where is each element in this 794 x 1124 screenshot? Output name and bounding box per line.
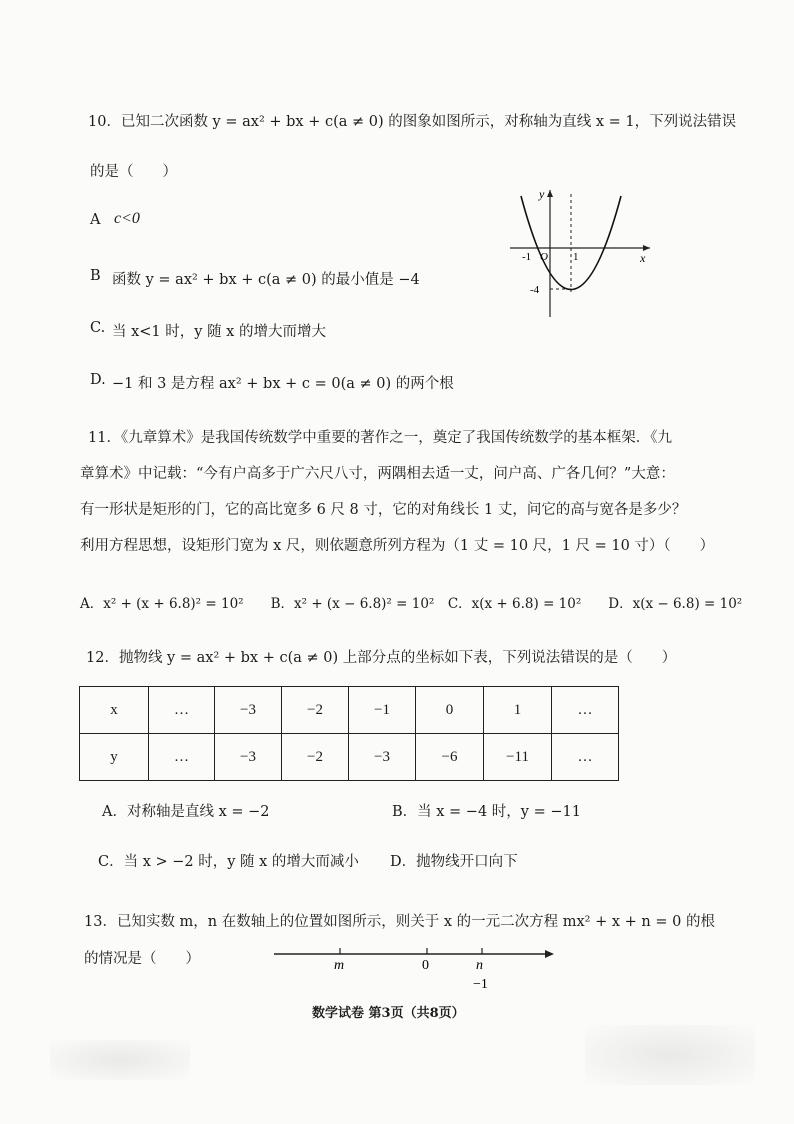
table-cell: −6 (416, 734, 484, 781)
q13-stem-line2: 的情况是（ ） (84, 951, 200, 967)
q10-stem-line1: 10．已知二次函数 y = ax² + bx + c(a ≠ 0) 的图象如图所示，对称轴为直线 x = 1，下列说法错误 (88, 114, 737, 130)
table-cell: … (552, 734, 619, 781)
table-cell: … (149, 734, 215, 781)
table-cell: … (149, 687, 215, 734)
y-axis-arrow (547, 190, 553, 197)
table-row-x (80, 687, 619, 734)
q11-stem-line4: 利用方程思想，设矩形门宽为 x 尺，则依题意所列方程为（1 丈 = 10 尺，1 尺 = 10 寸）（ ） (80, 538, 715, 554)
page-footer: 数学试卷 第3页（共8页） (312, 1006, 465, 1021)
table-cell: … (552, 687, 619, 734)
q11-options: A．x² + (x + 6.8)² = 10² B．x² + (x − 6.8)² = 10² C．x(x + 6.8) = 10² D．x(x − 6.8) = 10² (80, 596, 743, 612)
q10-parabola-graph (500, 182, 660, 322)
graph-x-label: x (640, 251, 646, 265)
q10-stem-line2: 的是（ ） (90, 164, 177, 180)
table-cell: −3 (215, 687, 282, 734)
graph-origin-label: O (540, 251, 548, 263)
table-cell: −3 (349, 734, 416, 781)
q12-option-c: C．当 x > −2 时，y 随 x 的增大而减小 (98, 854, 359, 870)
scan-smudge-left (50, 1040, 190, 1080)
q11-stem-line2: 章算术》中记载：“今有户高多于广六尺八寸，两隅相去适一丈，问户高、广各几何？”大意： (80, 466, 675, 482)
graph-tick-neg4: -4 (530, 284, 540, 296)
graph-tick-neg1: -1 (522, 251, 532, 263)
table-cell: y (80, 734, 149, 781)
label-n: n (476, 958, 483, 973)
table-row-y (80, 734, 619, 781)
q12-option-a: A．对称轴是直线 x = −2 (102, 804, 270, 820)
q10-option-b: 函数 y = ax² + bx + c(a ≠ 0) 的最小值是 −4 (112, 272, 420, 288)
q13-number-line (270, 936, 562, 992)
q12-option-b: B．当 x = −4 时，y = −11 (392, 804, 581, 820)
q10-option-c-label: C. (90, 320, 106, 336)
q12-value-table (79, 686, 619, 781)
q10-option-d: −1 和 3 是方程 ax² + bx + c = 0(a ≠ 0) 的两个根 (112, 376, 454, 392)
number-line-arrow (545, 950, 554, 958)
graph-tick-1: 1 (573, 251, 579, 263)
q10-option-b-label: B (90, 268, 101, 284)
q10-option-a-label: A (90, 212, 101, 228)
q11-stem-line3: 有一形状是矩形的门，它的高比宽多 6 尺 8 寸，它的对角线长 1 丈，问它的高与宽各是多少？ (80, 502, 687, 518)
table-cell: −2 (282, 734, 349, 781)
table-cell: 1 (484, 687, 552, 734)
graph-y-label: y (539, 187, 545, 201)
q10-option-d-label: D. (90, 372, 106, 388)
q12-stem: 12．抛物线 y = ax² + bx + c(a ≠ 0) 上部分点的坐标如下表，下列说法错误的是（ ） (86, 650, 677, 666)
label-m: m (334, 958, 345, 973)
q13-stem-line1: 13．已知实数 m，n 在数轴上的位置如图所示，则关于 x 的一元二次方程 mx² + x + n = 0 的根 (84, 914, 715, 930)
table-cell: −3 (215, 734, 282, 781)
table-cell: −2 (282, 687, 349, 734)
table-cell: −11 (484, 734, 552, 781)
table-cell: −1 (349, 687, 416, 734)
q12-option-d: D．抛物线开口向下 (390, 854, 518, 870)
q10-option-c: 当 x<1 时，y 随 x 的增大而增大 (112, 324, 326, 340)
label-0: 0 (422, 958, 429, 973)
scan-smudge-right (585, 1025, 755, 1085)
table-cell: x (80, 687, 149, 734)
q10-option-a: c<0 (114, 210, 140, 227)
q11-stem-line1: 11．《九章算术》是我国传统数学中重要的著作之一，奠定了我国传统数学的基本框架．《九 (88, 430, 672, 446)
label-neg1: −1 (473, 977, 488, 992)
table-cell: 0 (416, 687, 484, 734)
